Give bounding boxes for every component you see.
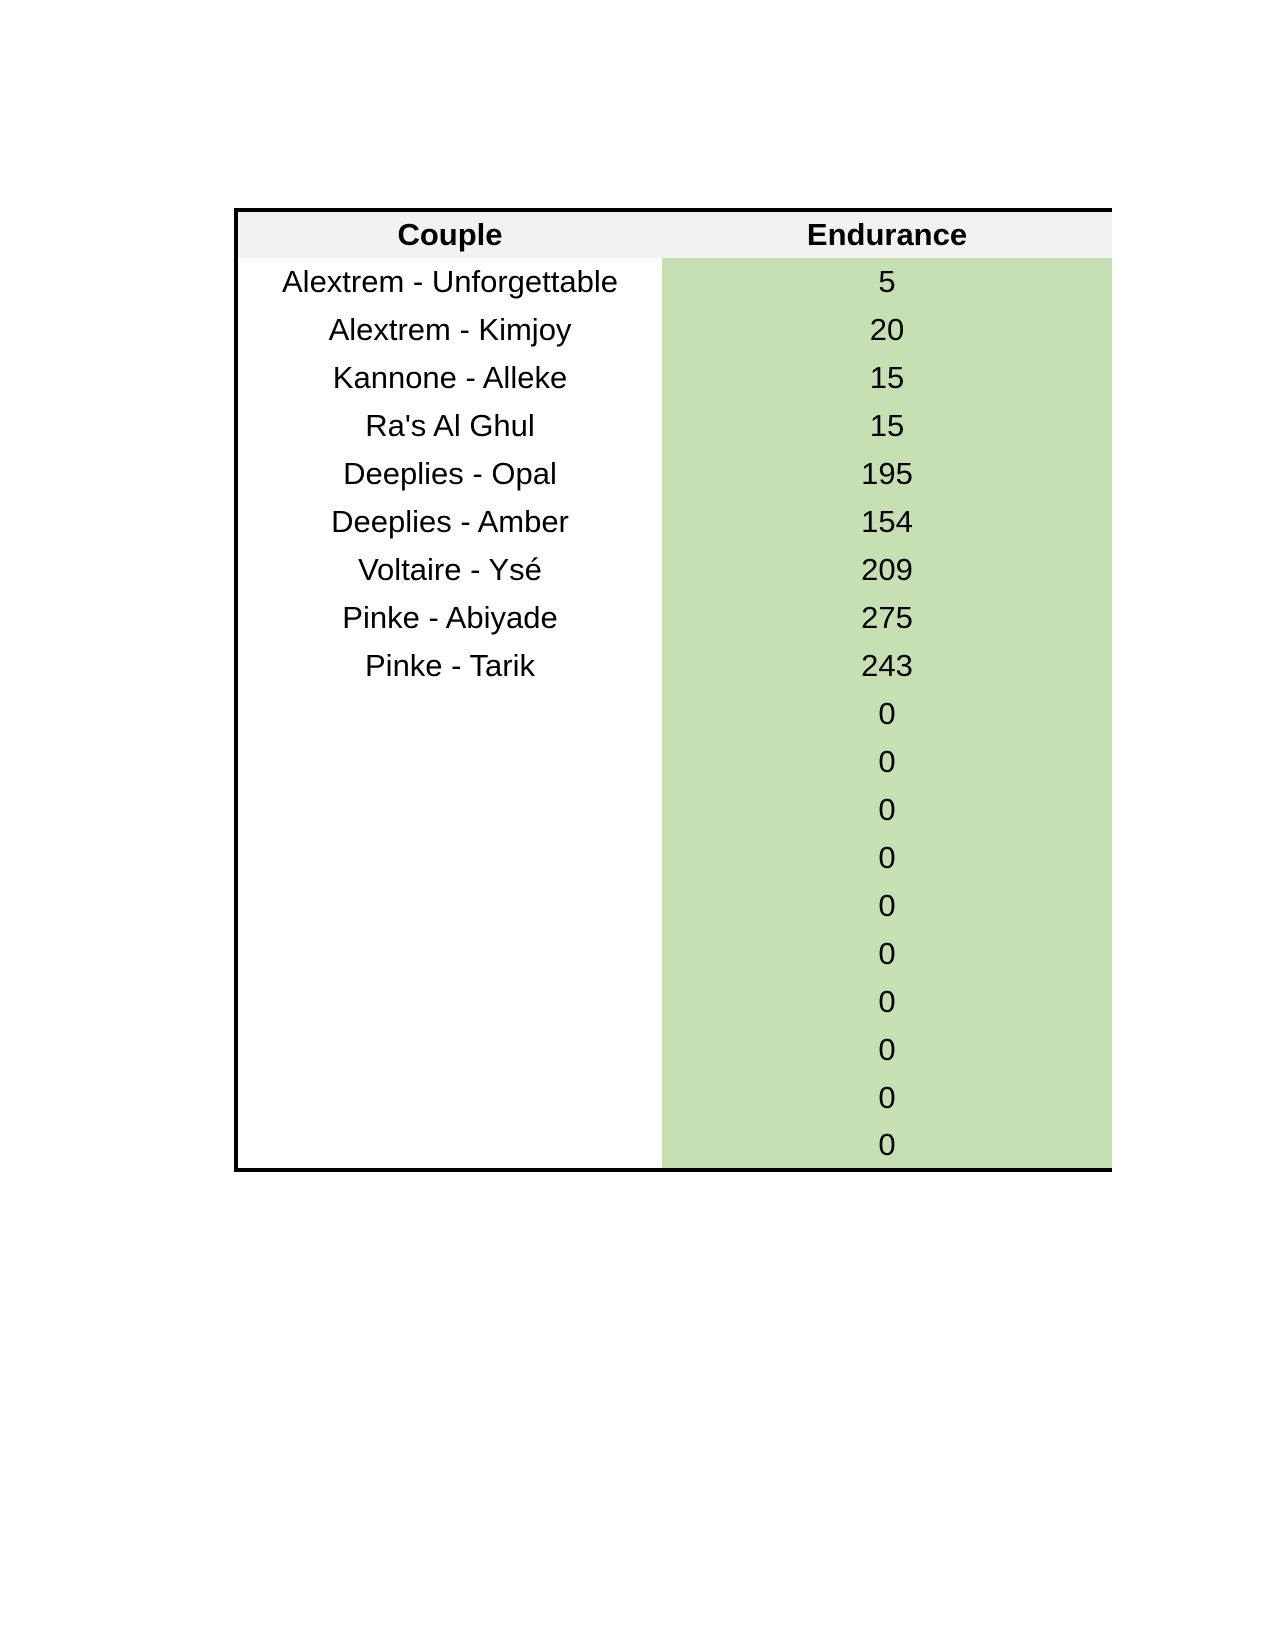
endurance-cell: 15 (662, 354, 1112, 402)
table-row (236, 498, 1112, 546)
table-row (236, 450, 1112, 498)
couple-cell (236, 1074, 662, 1122)
couple-cell (236, 978, 662, 1026)
endurance-cell: 209 (662, 546, 1112, 594)
endurance-cell: 0 (662, 690, 1112, 738)
table-row (236, 642, 1112, 690)
table-row (236, 402, 1112, 450)
couple-header: Couple (236, 210, 662, 258)
table-row (236, 258, 1112, 306)
endurance-cell: 15 (662, 402, 1112, 450)
endurance-table (234, 208, 1112, 1172)
table-row (236, 1026, 1112, 1074)
couple-cell (236, 738, 662, 786)
endurance-cell: 0 (662, 930, 1112, 978)
couple-cell (236, 834, 662, 882)
couple-cell: Alextrem - Kimjoy (236, 306, 662, 354)
endurance-cell: 5 (662, 258, 1112, 306)
table-row (236, 930, 1112, 978)
endurance-header: Endurance (662, 210, 1112, 258)
couple-cell: Deeplies - Opal (236, 450, 662, 498)
couple-cell (236, 786, 662, 834)
table-row (236, 786, 1112, 834)
endurance-cell: 275 (662, 594, 1112, 642)
table-row (236, 354, 1112, 402)
endurance-cell: 154 (662, 498, 1112, 546)
endurance-cell: 0 (662, 738, 1112, 786)
endurance-cell: 0 (662, 978, 1112, 1026)
couple-cell: Ra's Al Ghul (236, 402, 662, 450)
couple-cell (236, 882, 662, 930)
couple-cell (236, 1026, 662, 1074)
endurance-cell: 0 (662, 786, 1112, 834)
endurance-cell: 0 (662, 1074, 1112, 1122)
couple-cell (236, 1122, 662, 1170)
table-row (236, 1122, 1112, 1170)
couple-cell: Alextrem - Unforgettable (236, 258, 662, 306)
table-row (236, 306, 1112, 354)
endurance-cell: 195 (662, 450, 1112, 498)
table-row (236, 978, 1112, 1026)
couple-cell: Deeplies - Amber (236, 498, 662, 546)
endurance-cell: 0 (662, 834, 1112, 882)
table-row (236, 738, 1112, 786)
endurance-cell: 243 (662, 642, 1112, 690)
table-row (236, 834, 1112, 882)
couple-cell: Kannone - Alleke (236, 354, 662, 402)
endurance-cell: 0 (662, 1026, 1112, 1074)
couple-cell: Voltaire - Ysé (236, 546, 662, 594)
table-row (236, 594, 1112, 642)
couple-cell: Pinke - Tarik (236, 642, 662, 690)
table-row (236, 882, 1112, 930)
endurance-cell: 0 (662, 882, 1112, 930)
endurance-cell: 20 (662, 306, 1112, 354)
table-row (236, 1074, 1112, 1122)
header-row (236, 210, 1112, 258)
table-row (236, 690, 1112, 738)
couple-cell (236, 930, 662, 978)
endurance-cell: 0 (662, 1122, 1112, 1170)
couple-cell: Pinke - Abiyade (236, 594, 662, 642)
table-row (236, 546, 1112, 594)
couple-cell (236, 690, 662, 738)
